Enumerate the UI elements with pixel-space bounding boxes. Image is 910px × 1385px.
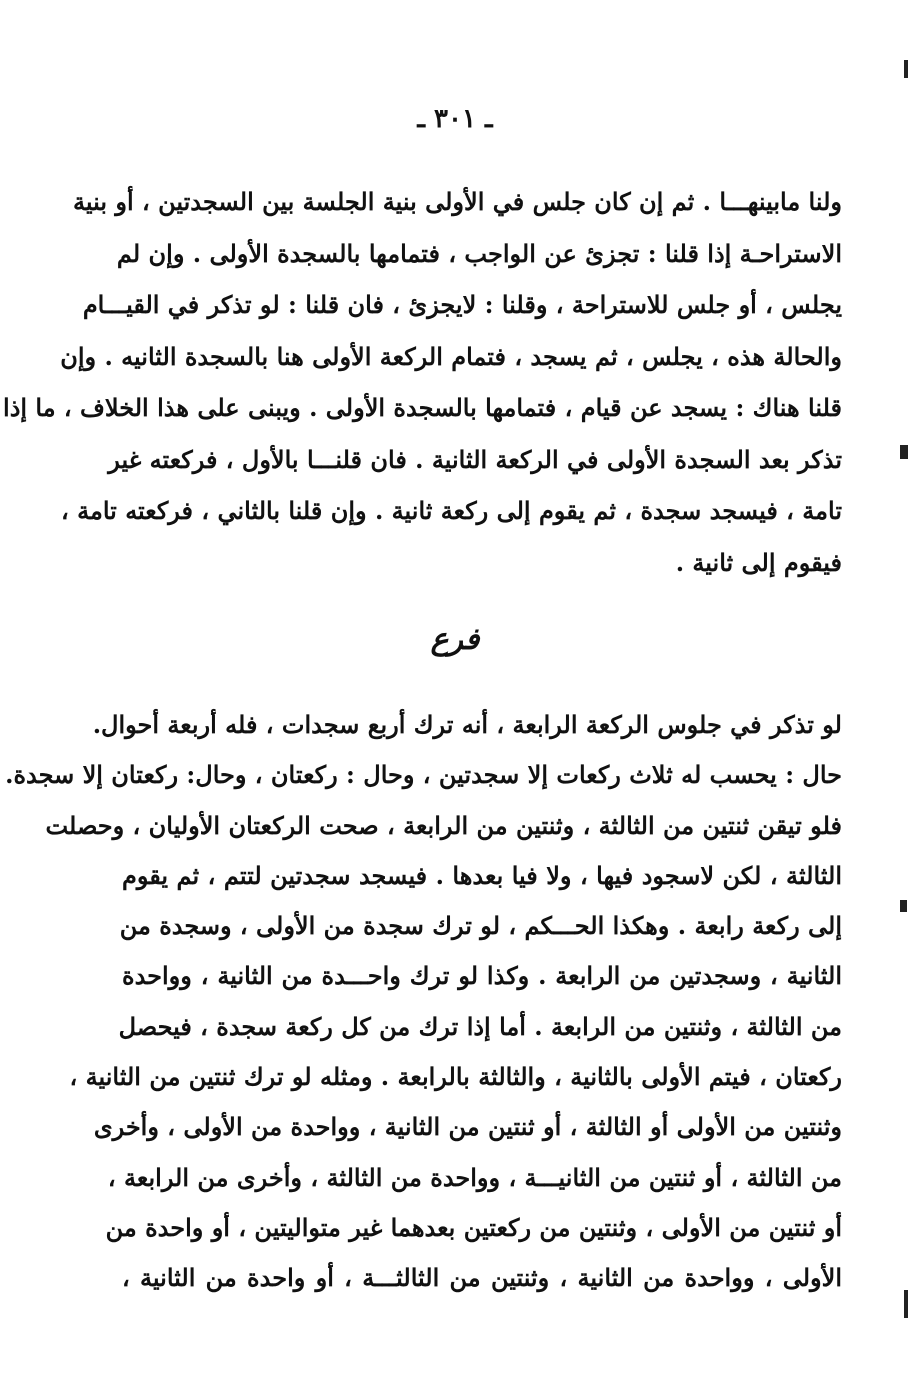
paragraph-line: والحالة هذه ، يجلس ، ثم يسجد ، فتمام الركعة الأولى هنا بالسجدة الثانيه . وإن <box>60 341 842 371</box>
paragraph-line: الثانية ، وسجدتين من الرابعة . وكذا لو ترك واحـــدة من الثانية ، وواحدة <box>122 961 842 991</box>
paragraph-line: تامة ، فيسجد سجدة ، ثم يقوم إلى ركعة ثانية . وإن قلنا بالثاني ، فركعته تامة ، <box>61 496 842 525</box>
paragraph-line: الاستراحـة إذا قلنا : تجزئ عن الواجب ، فتمامها بالسجدة الأولى . وإن لم <box>116 238 842 268</box>
paragraph-line: قلنا هناك : يسجد عن قيام ، فتمامها بالسجدة الأولى . ويبنى على هذا الخلاف ، ما إذا <box>3 393 842 422</box>
scan-edge-mark <box>904 60 908 78</box>
scan-edge-mark <box>904 1290 908 1318</box>
page-number: ـ ٣٠١ ـ <box>417 104 493 134</box>
paragraph-line: أو ثنتين من الأولى ، وثنتين من ركعتين بعدهما غير متواليتين ، أو واحدة من <box>105 1212 842 1242</box>
paragraph-line: وثنتين من الأولى أو الثالثة ، أو ثنتين من الثانية ، وواحدة من الأولى ، وأخرى <box>93 1112 842 1142</box>
paragraph-line: الأولى ، وواحدة من الثانية ، وثنتين من الثالثـــة ، أو واحدة من الثانية ، <box>122 1263 842 1293</box>
paragraph-line: يجلس ، أو جلس للاستراحة ، وقلنا : لايجزئ ، فان قلنا : لو تذكر في القيـــام <box>82 290 842 319</box>
section-heading: فرع <box>430 622 480 657</box>
paragraph-line: ولنا مابينهـــا . ثم إن كان جلس في الأولى بنية الجلسة بين السجدتين ، أو بنية <box>73 187 842 216</box>
paragraph-line: من الثالثة ، أو ثنتين من الثانيـــة ، وواحدة من الثالثة ، وأخرى من الرابعة ، <box>107 1162 842 1192</box>
paragraph-line: فيقوم إلى ثانية . <box>675 547 842 577</box>
scan-edge-mark <box>900 900 907 912</box>
paragraph-2 <box>5 700 842 1304</box>
paragraph-line: ركعتان ، فيتم الأولى بالثانية ، والثالثة بالرابعة . ومثله لو ترك ثنتين من الثانية ، <box>69 1062 842 1092</box>
paragraph-line: الثالثة ، لكن لاسجود فيها ، ولا فيا بعدها . فيسجد سجدتين لتتم ، ثم يقوم <box>122 860 842 890</box>
paragraph-line: حال : يحسب له ثلاث ركعات إلا سجدتين ، وحال : ركعتان ، وحال: ركعتان إلا سجدة. <box>5 760 842 790</box>
paragraph-line: لو تذكر في جلوس الركعة الرابعة ، أنه ترك أربع سجدات ، فله أربعة أحوال. <box>92 710 842 739</box>
paragraph-1 <box>3 176 842 588</box>
paragraph-line: من الثالثة ، وثنتين من الرابعة . أما إذا ترك من كل ركعة سجدة ، فيحصل <box>118 1011 842 1041</box>
paragraph-line: فلو تيقن ثنتين من الثالثة ، وثنتين من الرابعة ، صحت الركعتان الأوليان ، وحصلت <box>45 810 842 840</box>
paragraph-line: إلى ركعة رابعة . وهكذا الحـــكم ، لو ترك سجدة من الأولى ، وسجدة من <box>119 911 842 941</box>
scan-edge-mark <box>900 445 908 459</box>
paragraph-line: تذكر بعد السجدة الأولى في الركعة الثانية . فان قلنـــا بالأول ، فركعته غير <box>108 444 842 474</box>
